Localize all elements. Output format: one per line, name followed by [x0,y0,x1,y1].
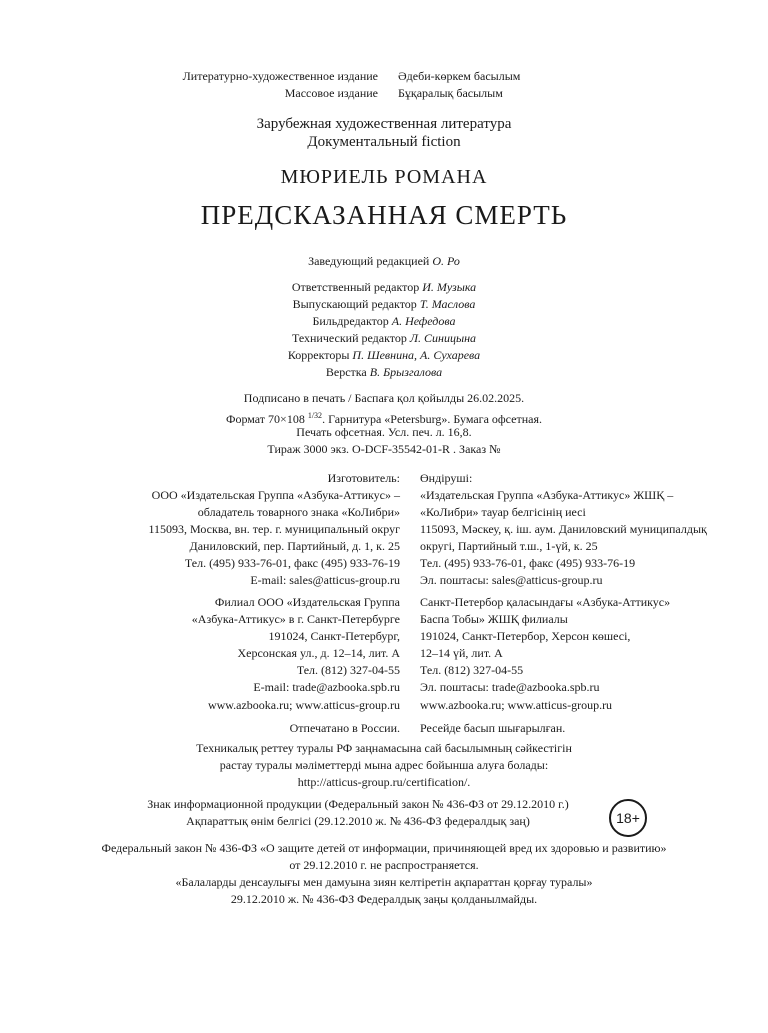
law-line: «Балаларды денсаулығы мен дамуына зиян келтіретін ақпараттан қорғау туралы» [175,875,593,889]
branch-line: E-mail: trade@azbooka.spb.ru [253,680,400,694]
websites-ru: www.azbooka.ru; www.atticus-group.ru [207,698,400,712]
branch-line: Херсонская ул., д. 12–14, лит. А [237,646,400,660]
branch-line: Баспа Тобы» ЖШҚ филиалы [420,612,568,626]
staff-name: Т. Маслова [419,297,476,311]
staff-name: И. Музыка [422,280,477,294]
branch-line: «Азбука-Аттикус» в г. Санкт-Петербурге [191,612,400,626]
staff-head [0,253,768,270]
law-line: от 29.12.2010 г. не распространяется. [289,858,479,872]
mass-edition-ru: Массовое издание [284,86,378,100]
mass-edition-row [168,85,588,102]
cert-line: Техникалық реттеу туралы РФ заңнамасына сай басылымның сәйкестігін [196,741,572,755]
manufacturer-line: «КоЛибри» тауар белгісінің иесі [420,505,586,519]
manufacturer-line: Эл. поштасы: sales@atticus-group.ru [420,573,603,587]
edition-type-ru: Литературно-художественное издание [182,69,378,83]
staff-role: Ответственный редактор [291,280,420,294]
staff-name: А. Нефедова [391,314,456,328]
manufacturer-line: Тел. (495) 933-76-01, факс (495) 933-76-19 [184,556,400,570]
printed-in-ru: Отпечатано в России. [289,721,400,735]
branch-line: 12–14 үй, лит. А [420,646,503,660]
staff-role: Корректоры [287,348,350,362]
manufacturer-line: Тел. (495) 933-76-01, факс (495) 933-76-19 [420,556,636,570]
staff-role: Выпускающий редактор [292,297,417,311]
info-sign-kz: Ақпараттық өнім белгісі (29.12.2010 ж. № 436-ФЗ федералдық заң) [186,814,530,828]
series-subname: Документальный fiction [307,134,461,150]
manufacturer-line: E-mail: sales@atticus-group.ru [250,573,400,587]
staff-line [0,347,768,364]
age-rating-label: 18+ [616,810,640,826]
format-rest: . Гарнитура «Petersburg». Бумага офсетная. [322,412,542,426]
staff-line [0,330,768,347]
manufacturer-line: округі, Партийный т.ш., 1-үй, к. 25 [420,539,598,553]
manufacturer-line: обладатель товарного знака «КоЛибри» [197,505,400,519]
branch-line: Санкт-Петербор қаласындағы «Азбука-Аттикус» [420,595,671,609]
staff-line [0,364,768,381]
age-rating-icon [608,798,648,838]
print-signed: Подписано в печать / Баспаға қол қойылды 26.02.2025. [243,391,525,405]
cert-url: http://atticus-group.ru/certification/. [297,775,471,789]
manufacturer-kz [410,470,707,589]
staff-role: Верстка [325,365,370,379]
staff-head-name: О. Ро [432,254,460,268]
staff-name: В. Брызгалова [369,365,443,379]
law-line: 29.12.2010 ж. № 436-ФЗ Федералдық заңы қолданылмайды. [230,892,538,906]
branch-ru [80,594,410,696]
manufacturer-line: Өндіруші: [420,471,473,485]
book-title: ПРЕДСКАЗАННАЯ СМЕРТЬ [200,200,568,230]
manufacturer-line: 115093, Мәскеу, қ. іш. аум. Даниловский муниципалдық [420,522,707,536]
branch-line: Филиал ООО «Издательская Группа [214,595,400,609]
branch-kz [410,594,700,696]
websites-kz: www.azbooka.ru; www.atticus-group.ru [420,698,613,712]
print-run: Тираж 3000 экз. O-DCF-35542-01-R . Заказ № [267,442,501,456]
manufacturer-block [80,470,707,589]
staff-line [0,279,768,296]
branch-line: 191024, Санкт-Петербор, Херсон көшесі, [420,629,631,643]
staff-line [0,296,768,313]
staff-role: Бильдредактор [312,314,389,328]
series-name: Зарубежная художественная литература [256,116,512,132]
printed-in-kz: Ресейде басып шығарылған. [420,721,566,735]
cert-line: растау туралы мәліметтерді мына адрес бойынша алуға болады: [219,758,549,772]
manufacturer-line: ООО «Издательская Группа «Азбука-Аттикус» – [151,488,400,502]
edition-type-row [168,68,588,85]
websites-row [80,697,700,714]
staff-name: П. Шевнина, А. Сухарева [352,348,481,362]
branch-line: 191024, Санкт-Петербург, [268,629,400,643]
staff-head-label: Заведующий редакцией [308,254,430,268]
mass-edition-kz: Бұқаралық басылым [398,86,503,100]
format-label: Формат 70×108 [225,412,308,426]
branch-line: Тел. (812) 327-04-55 [420,663,524,677]
law-line: Федеральный закон № 436-ФЗ «О защите детей от информации, причиняющей вред их здоровью и развитию» [101,841,667,855]
info-sign-ru: Знак информационной продукции (Федеральный закон № 436-ФЗ от 29.12.2010 г.) [147,797,569,811]
format-fraction: 1/32 [307,411,323,420]
branch-block [80,594,700,696]
manufacturer-line: Изготовитель: [327,471,400,485]
manufacturer-line: 115093, Москва, вн. тер. г. муниципальный округ [148,522,400,536]
staff-line [0,313,768,330]
staff-role: Технический редактор [291,331,410,345]
printed-in-row [80,720,700,737]
staff-name: Л. Синицына [409,331,477,345]
book-author: МЮРИЕЛЬ РОМАНА [280,166,488,188]
manufacturer-ru [80,470,410,589]
edition-type-kz: Әдеби-көркем басылым [398,69,521,83]
branch-line: Эл. поштасы: trade@azbooka.spb.ru [420,680,600,694]
print-sheets: Печать офсетная. Усл. печ. л. 16,8. [296,425,472,439]
manufacturer-line: Даниловский, пер. Партийный, д. 1, к. 25 [189,539,400,553]
manufacturer-line: «Издательская Группа «Азбука-Аттикус» ЖШҚ – [420,488,674,502]
branch-line: Тел. (812) 327-04-55 [296,663,400,677]
